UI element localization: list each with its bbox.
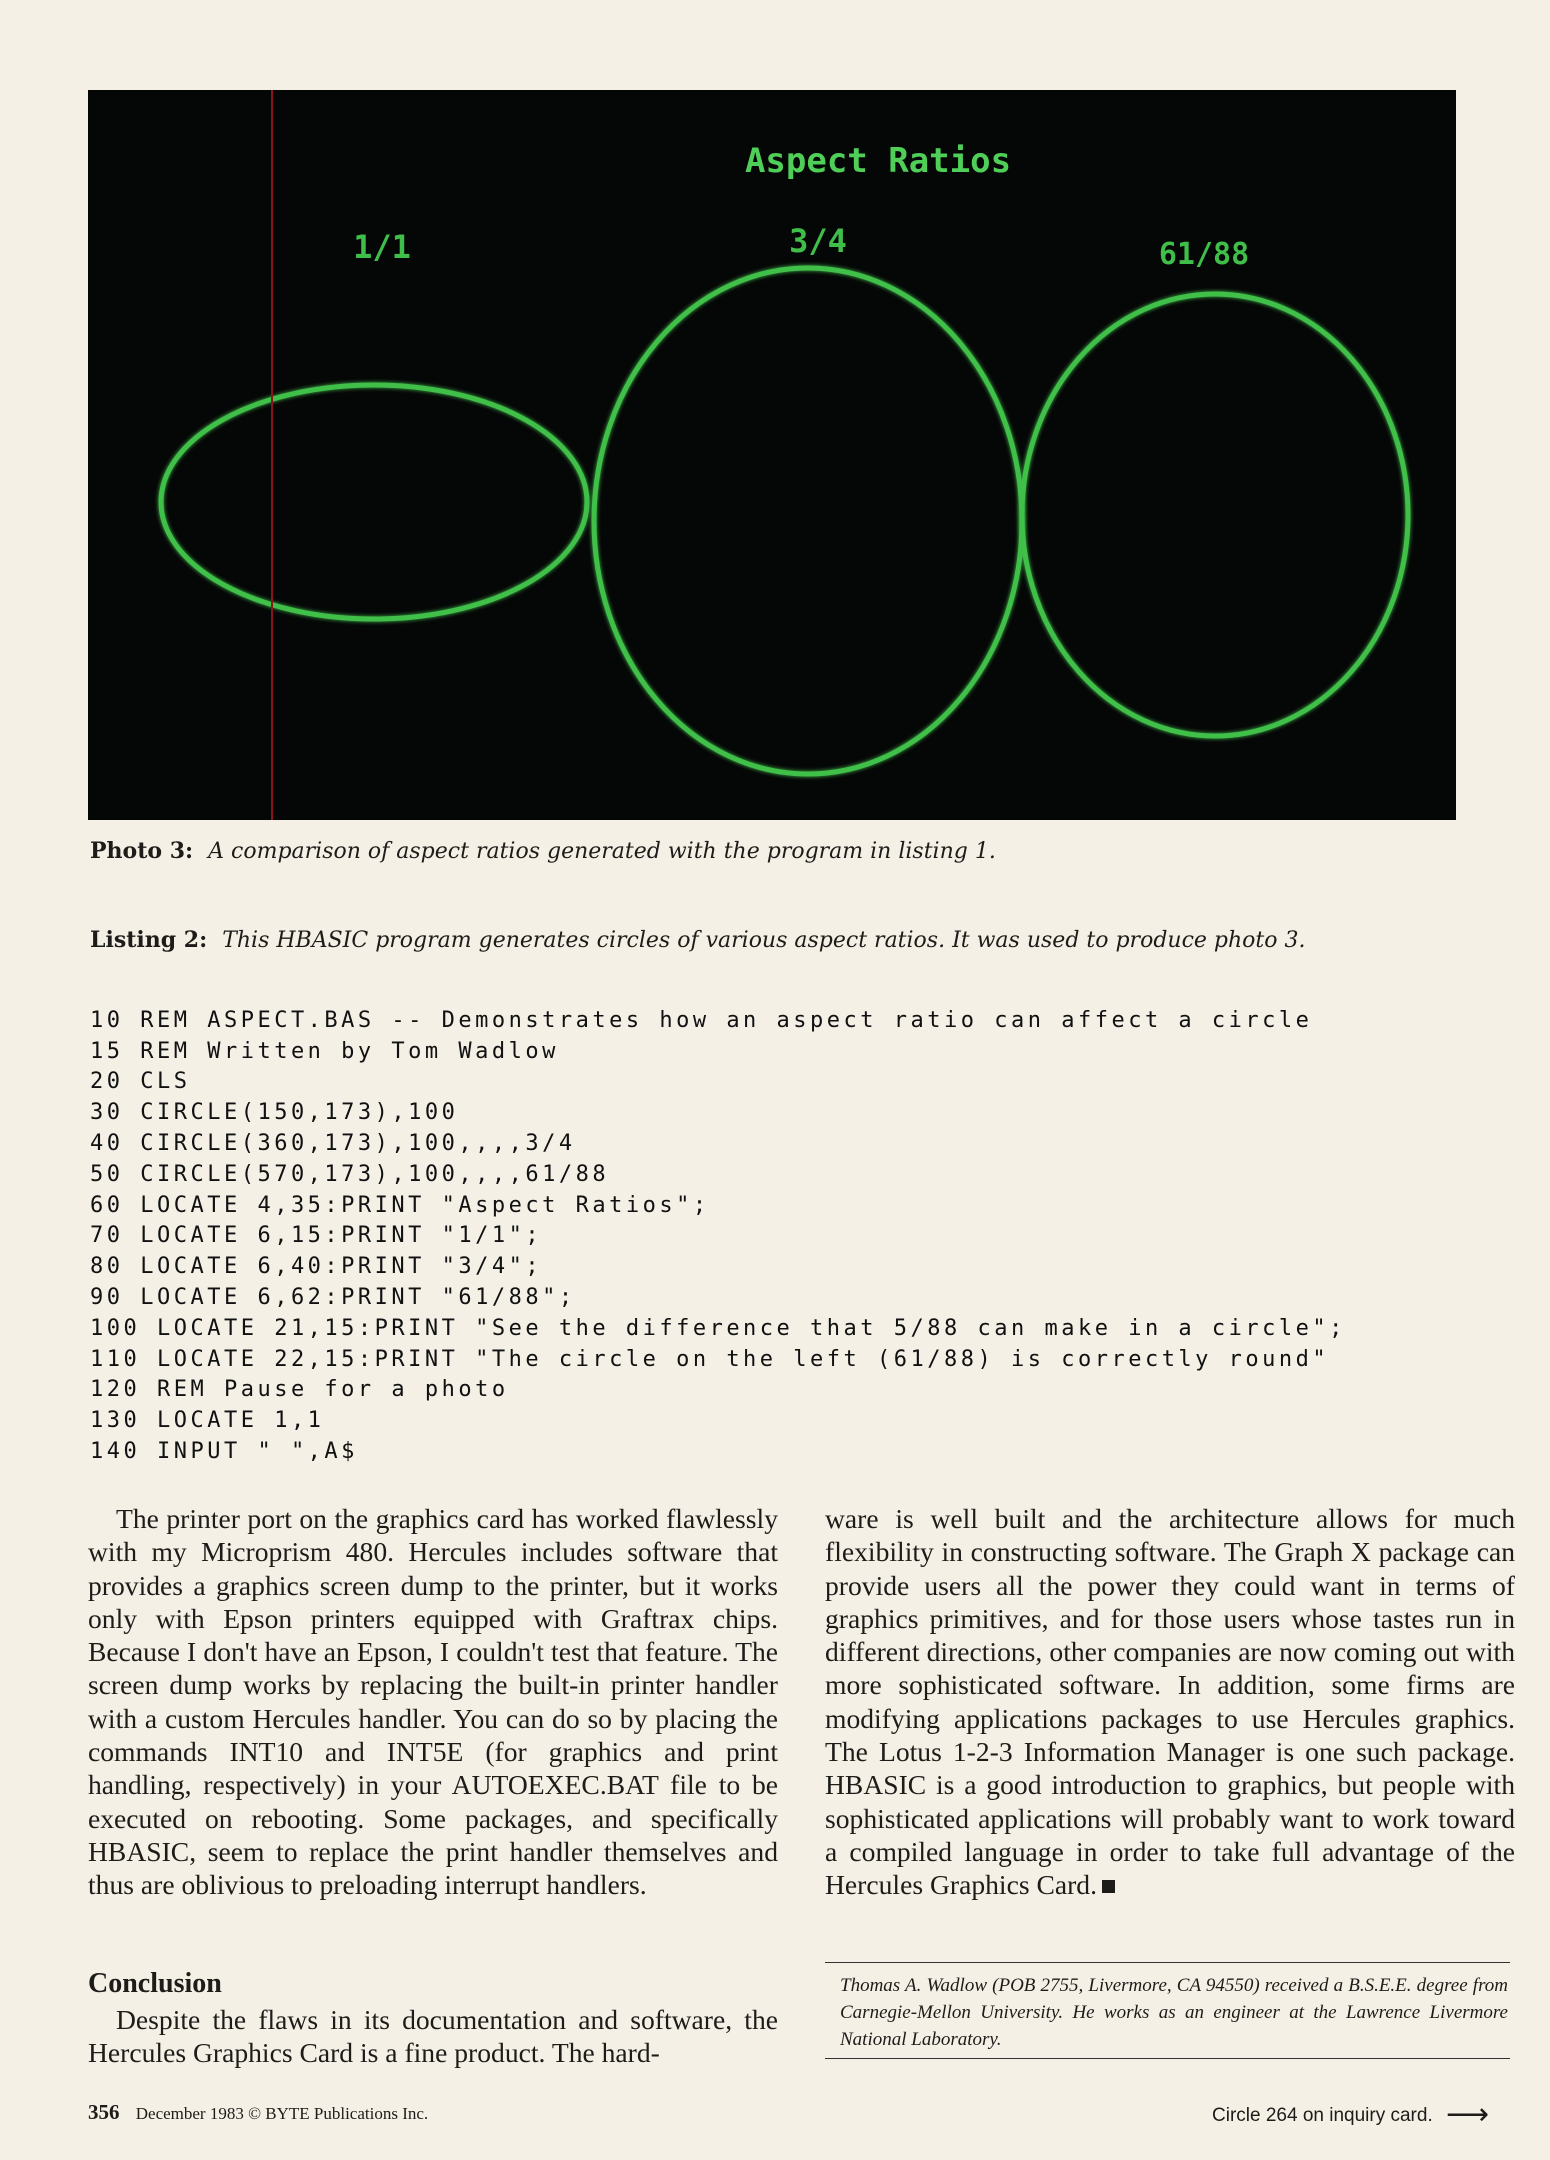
page-footer bbox=[88, 2100, 428, 2125]
code-line: 30 CIRCLE(150,173),100 bbox=[90, 1100, 459, 1126]
circle-aspect-61-88 bbox=[1022, 294, 1408, 736]
code-line: 110 LOCATE 22,15:PRINT "The circle on the left (61/88) is correctly round" bbox=[90, 1346, 1330, 1372]
inquiry-text: Circle 264 on inquiry card. bbox=[1212, 2105, 1433, 2126]
code-line: 10 REM ASPECT.BAS -- Demonstrates how an aspect ratio can affect a circle bbox=[90, 1007, 1313, 1033]
circle-aspect-3-4 bbox=[594, 268, 1022, 774]
code-line: 130 LOCATE 1,1 bbox=[90, 1408, 325, 1434]
photo-caption-text: A comparison of aspect ratios generated with the program in listing 1. bbox=[208, 839, 996, 864]
code-listing bbox=[90, 975, 1346, 1499]
photo-title: Aspect Ratios bbox=[744, 141, 1012, 181]
label-61-88: 61/88 bbox=[1158, 237, 1250, 272]
body-paragraph: ware is well built and the architecture allows for much flexibility in constructing software. The Graph X package can provide users all the power they could want in terms of graphics primitives, and for those users whose tastes run in different directions, other companies are now coming out with more sophisticated software. In addition, some firms are modifying applications packages to use Hercules graphics. The Lotus 1-2-3 Information Manager is one such package. HBASIC is a good introduction to graphics, but people with sophisticated applications will probably want to work toward a compiled language in order to take full advantage of the Hercules Graphics Card. bbox=[825, 1503, 1515, 1901]
code-line: 60 LOCATE 4,35:PRINT "Aspect Ratios"; bbox=[90, 1192, 710, 1218]
author-bio: Thomas A. Wadlow (POB 2755, Livermore, CA 94550) received a B.S.E.E. degree from Carnegie-Mellon University. He works as an engineer at the Lawrence Livermore National Laboratory. bbox=[840, 1975, 1508, 2050]
body-paragraph: The printer port on the graphics card has worked flawlessly with my Microprism 480. Hercules includes software that provides a graphics screen dump to the printer, but it works only with Epson printers equipped with Graftrax chips. Because I don't have an Epson, I couldn't test that feature. The screen dump works by replacing the built-in printer handler with a custom Hercules handler. You can do so by placing the commands INT10 and INT5E (for graphics and print handling, respectively) in your AUTOEXEC.BAT file to be executed on rebooting. Some packages, and specifically HBASIC, seem to replace the print handler themselves and thus are oblivious to preloading interrupt handlers. bbox=[88, 1503, 778, 1901]
crt-screen-drawing bbox=[88, 90, 1456, 820]
code-line: 90 LOCATE 6,62:PRINT "61/88"; bbox=[90, 1284, 576, 1310]
body-column-right bbox=[825, 1502, 1515, 1902]
code-line: 70 LOCATE 6,15:PRINT "1/1"; bbox=[90, 1223, 543, 1249]
conclusion-text: Despite the flaws in its documentation and software, the Hercules Graphics Card is a fine product. The hard- bbox=[88, 2004, 778, 2069]
listing-caption bbox=[90, 927, 1305, 953]
label-1-1: 1/1 bbox=[353, 228, 411, 266]
bio-rule-bottom bbox=[825, 2058, 1510, 2059]
arrow-right-icon: ⟶ bbox=[1446, 2098, 1490, 2131]
code-line: 20 CLS bbox=[90, 1069, 191, 1095]
code-line: 120 REM Pause for a photo bbox=[90, 1377, 509, 1403]
code-line: 15 REM Written by Tom Wadlow bbox=[90, 1038, 559, 1064]
body-column-left bbox=[88, 1502, 778, 1902]
issue-line: December 1983 © BYTE Publications Inc. bbox=[135, 2104, 429, 2123]
listing-caption-label: Listing 2: bbox=[90, 927, 208, 953]
code-line: 50 CIRCLE(570,173),100,,,,61/88 bbox=[90, 1161, 610, 1187]
code-line: 80 LOCATE 6,40:PRINT "3/4"; bbox=[90, 1254, 543, 1280]
code-line: 100 LOCATE 21,15:PRINT "See the difference that 5/88 can make in a circle"; bbox=[90, 1315, 1346, 1341]
end-of-article-mark bbox=[1102, 1880, 1115, 1893]
bio-rule-top bbox=[825, 1962, 1510, 1963]
photo-caption bbox=[90, 838, 996, 864]
label-3-4: 3/4 bbox=[789, 222, 847, 260]
conclusion-heading: Conclusion bbox=[88, 1968, 222, 1999]
conclusion-paragraph bbox=[88, 2003, 778, 2070]
aspect-ratio-photo bbox=[88, 90, 1456, 820]
code-line: 140 INPUT " ",A$ bbox=[90, 1438, 358, 1464]
inquiry-note bbox=[1212, 2097, 1489, 2132]
photo-edge-line bbox=[271, 90, 273, 820]
listing-caption-text: This HBASIC program generates circles of various aspect ratios. It was used to produce photo 3. bbox=[222, 928, 1306, 953]
page-number: 356 bbox=[88, 2100, 120, 2124]
circle-aspect-1-1 bbox=[161, 385, 587, 619]
photo-caption-label: Photo 3: bbox=[90, 838, 194, 864]
code-line: 40 CIRCLE(360,173),100,,,,3/4 bbox=[90, 1130, 576, 1156]
